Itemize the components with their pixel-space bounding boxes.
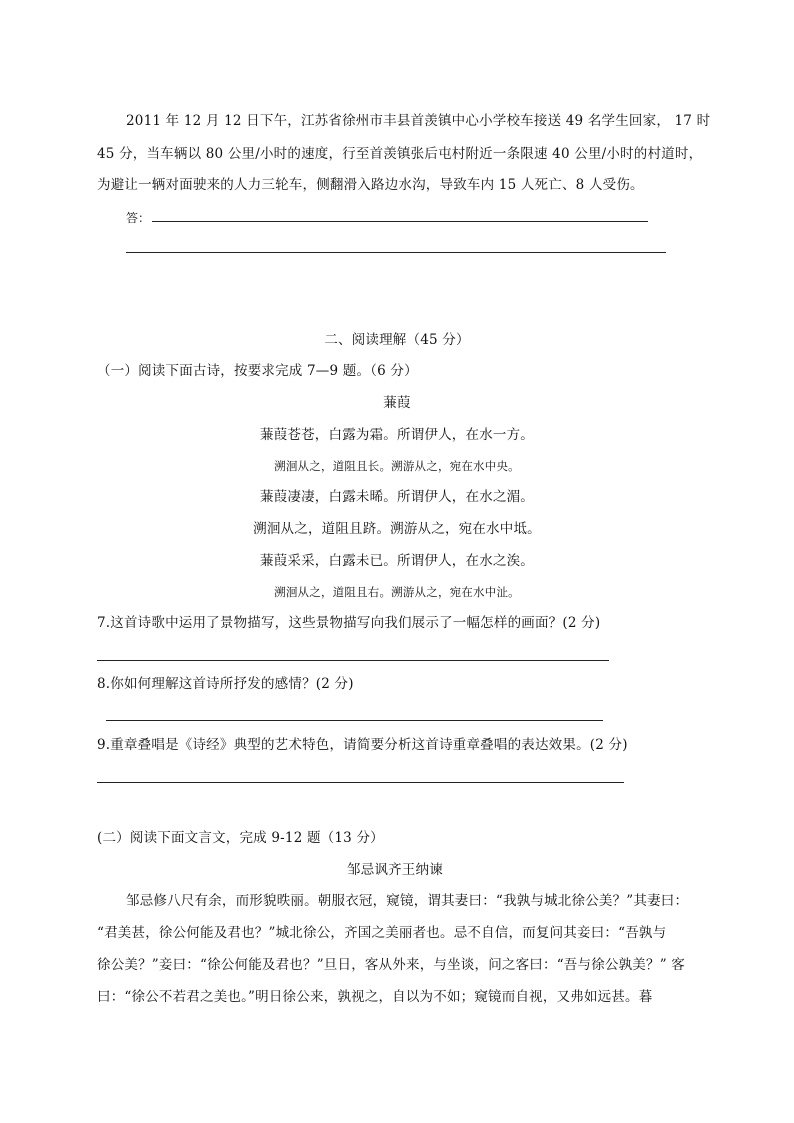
answer-line-2[interactable]: [126, 252, 666, 253]
prose-line-3: 徐公美？”妾曰：“徐公何能及君也？”旦日，客从外来，与坐谈，问之客曰：“吾与徐公孰美？” 客: [97, 957, 685, 973]
prose-line-1: 邹忌修八尺有余，而形貌昳丽。朝服衣冠，窥镜，谓其妻曰：“我孰与城北徐公美？”其妻曰：: [126, 893, 689, 909]
passage-line-1: 2011 年 12 月 12 日下午，江苏省徐州市丰县首羡镇中心小学校车接送 49 名学生回家， 17 时: [126, 113, 711, 129]
poem-line-3: 蒹葭凄凄，白露未晞。所谓伊人，在水之湄。: [260, 489, 534, 505]
answer-label: 答：: [126, 211, 151, 225]
section-title: 二、阅读理解（45 分）: [324, 332, 470, 348]
question-8-answer-line[interactable]: [106, 720, 603, 721]
prose-line-4: 曰：“徐公不若君之美也。”明日徐公来，孰视之，自以为不如；窥镜而自视，又弗如远甚。暮: [97, 989, 653, 1005]
poem-line-1: 蒹葭苍苍，白露为霜。所谓伊人，在水一方。: [260, 427, 534, 443]
prose-title: 邹忌讽齐王纳谏: [347, 862, 443, 878]
question-9: 9.重章叠唱是《诗经》典型的艺术特色，请简要分析这首诗重章叠唱的表达效果。(2 分): [97, 737, 628, 753]
answer-line-1[interactable]: [152, 221, 648, 222]
part1-heading: （一）阅读下面古诗，按要求完成 7—9 题。（6 分）: [97, 363, 418, 379]
poem-line-4: 溯洄从之，道阻且跻。溯游从之，宛在水中坻。: [253, 521, 541, 537]
question-7: 7.这首诗歌中运用了景物描写，这些景物描写向我们展示了一幅怎样的画面？(2 分): [97, 615, 601, 631]
poem-line-6: 溯洄从之，道阻且右。溯游从之，宛在水中沚。: [274, 585, 520, 599]
passage-line-2: 45 分，当车辆以 80 公里/小时的速度，行至首羡镇张后屯村附近一条限速 40 公里/小时的村道时，: [97, 146, 703, 162]
poem-line-2: 溯洄从之，道阻且长。溯游从之，宛在水中央。: [274, 459, 520, 473]
poem-line-5: 蒹葭采采，白露未已。所谓伊人，在水之涘。: [260, 553, 534, 569]
passage-line-3: 为避让一辆对面驶来的人力三轮车，侧翻滑入路边水沟，导致车内 15 人死亡、8 人受伤。: [97, 177, 644, 193]
question-9-answer-line[interactable]: [97, 782, 624, 783]
poem-title: 蒹葭: [383, 395, 411, 411]
part2-heading: (二）阅读下面文言文，完成 9-12 题（13 分）: [97, 830, 384, 846]
question-8: 8.你如何理解这首诗所抒发的感情？(2 分): [97, 676, 354, 692]
question-7-answer-line[interactable]: [97, 660, 609, 661]
prose-line-2: “君美甚，徐公何能及君也？”城北徐公，齐国之美丽者也。忌不自信，而复问其妾曰：“吾孰与: [97, 925, 667, 941]
